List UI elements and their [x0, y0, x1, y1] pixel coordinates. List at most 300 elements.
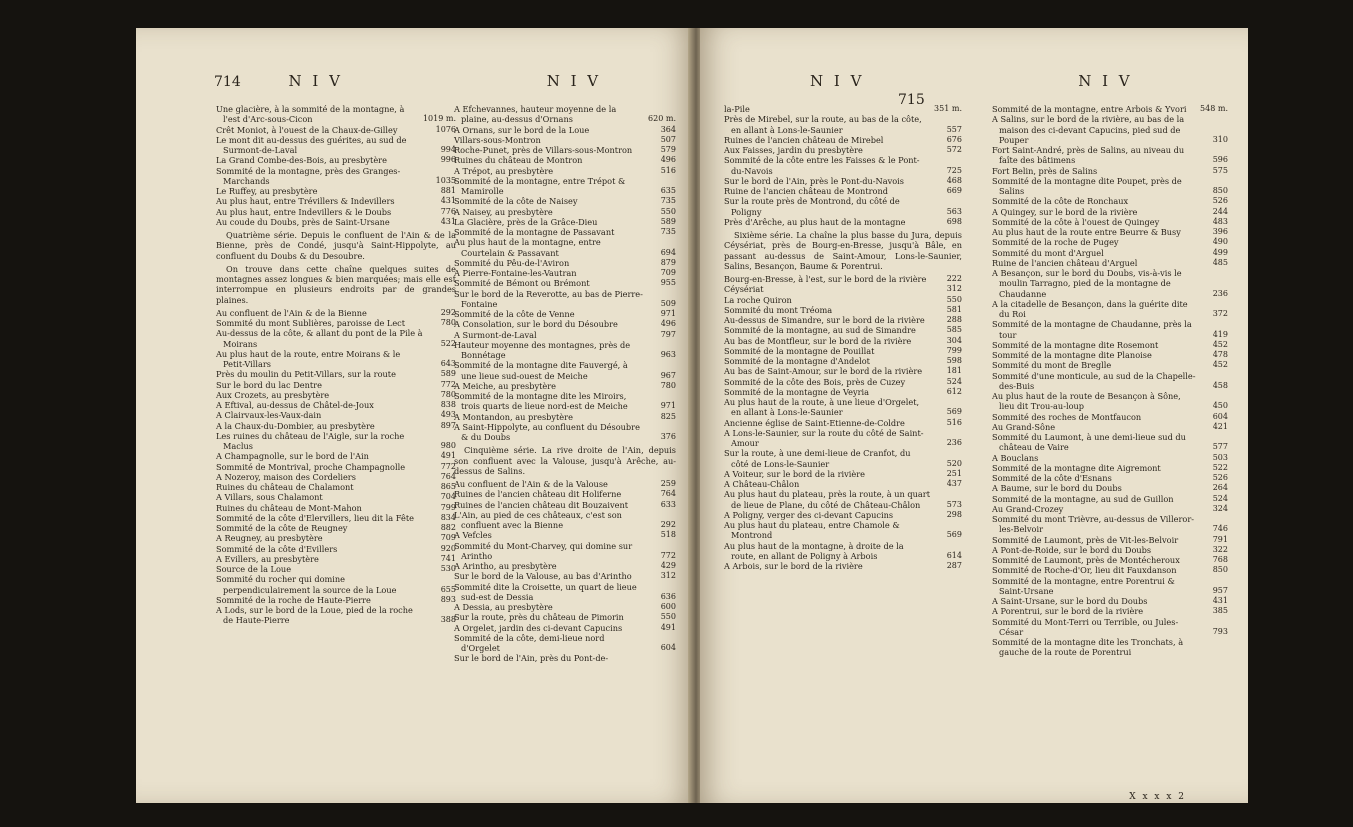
altitude-entry	[724, 346, 962, 356]
location-name: A Saint-Hippolyte, au confluent du Désoubre & du Doubs	[454, 421, 640, 442]
altitude-entry	[216, 451, 456, 461]
altitude-entry	[724, 387, 962, 397]
altitude-entry	[216, 135, 456, 156]
location-name: Au plus haut de la route, entre Moirans & le Petit-Villars	[216, 348, 401, 369]
location-name: Sommité du Mont-Charvey, qui domine sur Arintho	[454, 540, 633, 561]
location-name: Sur le bord de la Valouse, au bas d'Arintho	[454, 571, 632, 582]
location-name: Au plus haut du plateau, entre Chamole & Montrond	[724, 520, 900, 541]
altitude-value: 971	[660, 401, 676, 411]
altitude-entry	[454, 176, 676, 197]
location-name: Sommité de Roche-d'Or, lieu dit Fauxdanson	[992, 565, 1177, 576]
altitude-entry	[992, 299, 1228, 320]
altitude-value: 604	[1212, 411, 1228, 421]
location-name: Sur le bord de la Reverotte, au bas de Pierre-Fontaine	[454, 288, 643, 309]
altitude-entry	[724, 217, 962, 227]
altitude-value: 569	[946, 407, 962, 417]
altitude-value: 388	[440, 615, 456, 625]
altitude-value: 780	[660, 380, 676, 390]
altitude-entry	[724, 510, 962, 520]
location-name: Sommité de Laumont, près de Montécheroux	[992, 555, 1180, 565]
location-name: Ruines du château de Mont-Mahon	[216, 502, 362, 513]
location-name: Sommité de Montrival, proche Champagnolle	[216, 461, 406, 472]
altitude-value: 310	[1212, 134, 1228, 144]
location-name: Sommité du Pêu-de-l'Aviron	[454, 257, 570, 268]
location-name: Sommité du Laumont, à une demi-lieue sud du château de Vaire	[992, 432, 1186, 453]
altitude-entry	[992, 114, 1228, 145]
altitude-value: 452	[1212, 360, 1228, 370]
altitude-entry	[992, 617, 1228, 638]
location-name: Au plus haut, entre Trévillers & Indevillers	[216, 196, 395, 207]
location-name: Au confluent de l'Ain & de la Valouse	[454, 479, 608, 489]
altitude-value: 437	[946, 479, 962, 488]
altitude-value: 530	[440, 564, 456, 573]
altitude-value: 490	[1212, 237, 1228, 247]
location-name: Au bas de Saint-Amour, sur le bord de la rivière	[724, 366, 923, 377]
left-header-1: N I V	[288, 72, 343, 90]
altitude-entry	[454, 330, 676, 340]
altitude-entry	[724, 186, 962, 196]
location-name: A Nozeroy, maison des Cordeliers	[216, 471, 356, 482]
altitude-entry	[454, 319, 676, 329]
altitude-entry	[992, 535, 1228, 545]
altitude-entry	[992, 432, 1228, 453]
location-name: A Château-Châlon	[724, 479, 800, 489]
location-name: Au plus haut de la montagne, entre Courtelain & Passavant	[454, 237, 601, 258]
location-name: Sommité de la côte d'Elervillers, lieu dit la Fête	[216, 512, 414, 523]
altitude-value: 550	[660, 206, 676, 216]
altitude-value: 452	[1212, 339, 1228, 349]
right-header-2: N I V	[1078, 72, 1133, 90]
altitude-entry	[454, 166, 676, 176]
altitude-value: 957	[1212, 585, 1228, 595]
location-name: Au-dessus de la côte, & allant du pont de la Pile à Moirans	[216, 328, 423, 349]
altitude-value: 772	[440, 461, 456, 471]
location-name: A la Chaux-du-Dombier, au presbytère	[216, 420, 375, 431]
location-name: Sommité du mont Tréoma	[724, 304, 833, 315]
location-name: A Voiteur, sur le bord de la rivière	[724, 468, 866, 479]
altitude-entry	[216, 595, 456, 605]
altitude-entry	[992, 555, 1228, 565]
location-name: Sur le bord du lac Dentre	[216, 379, 322, 390]
left-page-column-2	[454, 104, 676, 664]
location-name: Céysériat	[724, 284, 764, 295]
location-name: A Villars, sous Chalamont	[216, 492, 323, 503]
altitude-value: 518	[660, 530, 676, 540]
altitude-entry	[454, 155, 676, 165]
altitude-value: 596	[1212, 155, 1228, 165]
location-name: Ruines de l'ancien château dit Bouzaivent	[454, 499, 629, 510]
altitude-entry	[454, 278, 676, 288]
location-name: la-Pile	[724, 104, 750, 114]
altitude-value: 421	[1212, 421, 1228, 431]
location-name: Au Grand-Crozey	[992, 503, 1064, 514]
altitude-entry	[992, 473, 1228, 483]
location-name: Sur le bord de l'Ain, près le Pont-du-Navois	[724, 175, 904, 186]
altitude-entry	[454, 653, 676, 663]
altitude-value: 579	[660, 145, 676, 154]
altitude-value: 698	[946, 216, 962, 226]
location-name: Sommité du mont de Breglle	[992, 360, 1112, 371]
altitude-value: 764	[440, 471, 456, 481]
altitude-value: 780	[440, 389, 456, 399]
altitude-entry	[454, 479, 676, 489]
altitude-value: 575	[1212, 165, 1228, 175]
location-name: Bourg-en-Bresse, à l'est, sur le bord de la rivière	[724, 274, 927, 284]
location-name: Sur la route, à une demi-lieue de Cranfot, du côté de Lons-le-Saunier	[724, 448, 911, 469]
altitude-entry	[992, 350, 1228, 360]
altitude-value: 522	[440, 338, 456, 348]
altitude-entry	[216, 544, 456, 554]
left-page-number: 714	[214, 74, 241, 90]
altitude-entry	[724, 489, 962, 510]
altitude-entry	[454, 309, 676, 319]
location-name: Sommité de la montagne, entre Porentrui & Saint-Ursane	[992, 575, 1175, 596]
altitude-value: 709	[660, 268, 676, 277]
location-name: Les ruines du château de l'Aigle, sur la roche Maclus	[216, 430, 405, 451]
location-name: A Bouclans	[992, 452, 1039, 463]
altitude-entry	[454, 391, 676, 412]
altitude-value: 669	[946, 186, 962, 195]
altitude-entry	[724, 114, 962, 135]
altitude-entry	[454, 381, 676, 391]
altitude-entry	[992, 514, 1228, 535]
location-name: Sommité de la montagne de Passavant	[454, 227, 615, 237]
altitude-value: 181	[946, 366, 962, 376]
altitude-entry	[454, 489, 676, 499]
altitude-entry	[454, 104, 676, 125]
altitude-entry	[454, 412, 676, 422]
altitude-entry	[454, 633, 676, 654]
location-name: Sommité dite la Croisette, un quart de lieue sud-est de Dessia	[454, 581, 637, 602]
altitude-entry	[454, 268, 676, 278]
location-name: Ruines de l'ancien château de Mirebel	[724, 134, 884, 145]
altitude-entry	[454, 612, 676, 622]
altitude-value: 636	[660, 591, 676, 601]
altitude-value: 881	[440, 186, 456, 195]
altitude-entry	[724, 145, 962, 155]
altitude-entry	[216, 380, 456, 390]
altitude-value: 483	[1212, 216, 1228, 226]
left-page	[136, 28, 692, 803]
altitude-value: 746	[1212, 524, 1228, 534]
location-name: Aux Crozets, au presbytère	[216, 389, 330, 400]
altitude-value: 485	[1212, 257, 1228, 267]
altitude-entry	[992, 145, 1228, 166]
altitude-value: 589	[660, 216, 676, 226]
altitude-value: 322	[1212, 544, 1228, 554]
location-name: La Grand Combe-des-Bois, au presbytère	[216, 155, 387, 166]
altitude-entry	[216, 155, 456, 165]
location-name: Sommité de la côte à l'ouest de Quingey	[992, 216, 1160, 227]
location-name: Au plus haut de la route entre Beurre & Busy	[992, 227, 1181, 237]
altitude-entry	[216, 186, 456, 196]
altitude-value: 585	[946, 325, 962, 335]
location-name: Le mont dit au-dessus des guérites, au sud de Surmont-de-Laval	[216, 134, 407, 155]
location-name: Au plus haut de la route, à une lieue d'Orgelet, en allant à Lons-le-Saunier	[724, 397, 920, 418]
altitude-entry	[724, 135, 962, 145]
altitude-value: 776	[440, 206, 456, 216]
altitude-entry	[216, 318, 456, 328]
altitude-value: 598	[946, 356, 962, 365]
altitude-entry	[454, 196, 676, 206]
altitude-value: 920	[440, 543, 456, 553]
location-name: Source de la Loue	[216, 564, 292, 574]
altitude-value: 780	[440, 318, 456, 327]
altitude-entry	[992, 422, 1228, 432]
altitude-entry	[992, 227, 1228, 237]
altitude-entry	[454, 125, 676, 135]
location-name: Sommité de la côte de Venne	[454, 309, 575, 319]
altitude-value: 676	[946, 134, 962, 144]
altitude-entry	[216, 492, 456, 502]
left-page-column-1	[216, 104, 456, 626]
altitude-value: 236	[1212, 288, 1228, 298]
altitude-value: 850	[1212, 565, 1228, 575]
altitude-entry	[724, 315, 962, 325]
altitude-entry	[454, 500, 676, 510]
location-name: Sommité de la montagne, au sud de Simandre	[724, 325, 916, 336]
altitude-entry	[992, 176, 1228, 197]
altitude-value: 589	[440, 369, 456, 379]
altitude-entry	[216, 482, 456, 492]
location-name: Sommité d'une monticule, au sud de la Chapelle-des-Buis	[992, 370, 1196, 391]
location-name: A Evillers, au presbytère	[216, 553, 319, 564]
right-header-1: N I V	[810, 72, 865, 90]
right-page-column-2	[992, 104, 1228, 658]
altitude-entry	[454, 510, 676, 531]
altitude-entry	[454, 135, 676, 145]
altitude-value: 496	[660, 319, 676, 329]
altitude-value: 372	[1212, 309, 1228, 318]
location-name: Ruines du château de Montron	[454, 155, 583, 166]
location-name: Sommité de la montagne d'Andelot	[724, 356, 870, 366]
altitude-entry	[454, 258, 676, 268]
location-name: Sommité de la roche de Haute-Pierre	[216, 594, 371, 605]
altitude-value: 222	[946, 274, 962, 283]
altitude-value: 577	[1212, 442, 1228, 452]
altitude-entry	[992, 565, 1228, 575]
location-name: Sommité de la côte des Bois, près de Cuzey	[724, 376, 906, 387]
altitude-entry	[454, 602, 676, 612]
location-name: Ruine de l'ancien château d'Arguel	[992, 257, 1138, 268]
location-name: Ancienne église de Saint-Etienne-de-Coldre	[724, 417, 905, 428]
location-name: A Dessia, au presbytère	[454, 602, 553, 612]
altitude-value: 364	[660, 124, 676, 134]
altitude-entry	[216, 574, 456, 595]
location-name: A Efchevannes, hauteur moyenne de la plaine, au-dessus d'Ornans	[454, 104, 617, 125]
altitude-value: 557	[946, 124, 962, 134]
altitude-value: 516	[946, 417, 962, 427]
location-name: Ruine de l'ancien château de Montrond	[724, 186, 888, 196]
altitude-value: 735	[660, 227, 676, 236]
altitude-entry	[454, 530, 676, 540]
altitude-entry	[992, 268, 1228, 299]
signature-mark: X x x x 2	[1129, 792, 1186, 802]
altitude-value: 569	[946, 530, 962, 540]
altitude-value: 396	[1212, 227, 1228, 236]
altitude-entry	[724, 196, 962, 217]
location-name: A Ornans, sur le bord de la Loue	[454, 124, 590, 135]
altitude-entry	[454, 237, 676, 258]
location-name: Sommité du mont Trièvre, au-dessus de Villeror-les-Belvoir	[992, 514, 1194, 535]
altitude-value: 581	[946, 304, 962, 314]
altitude-value: 491	[440, 451, 456, 461]
altitude-entry	[454, 623, 676, 633]
location-name: A Montandon, au presbytère	[454, 411, 573, 422]
altitude-entry	[454, 582, 676, 603]
altitude-value: 431	[1212, 596, 1228, 605]
location-name: A Baume, sur le bord du Doubs	[992, 483, 1122, 494]
location-name: Sommité du mont Sublières, paroisse de Lect	[216, 318, 406, 328]
altitude-value: 292	[440, 307, 456, 317]
altitude-value: 550	[946, 294, 962, 304]
altitude-entry	[992, 596, 1228, 606]
altitude-value: 600	[660, 602, 676, 611]
location-name: A Eftival, au-dessus de Châtel-de-Joux	[216, 400, 374, 410]
location-name: A Meiche, au presbytère	[454, 380, 556, 391]
altitude-entry	[992, 576, 1228, 597]
series-paragraph: Cinquième série. La rive droite de l'Ain, depuis son confluent avec la Valouse, jusqu'à Arêche, au-dessus de Salins.	[454, 445, 676, 476]
altitude-value: 503	[1212, 452, 1228, 462]
location-name: Sommité de la montagne dite Planoise	[992, 350, 1152, 360]
location-name: Sommité de la montagne dite Poupet, près de Salins	[992, 175, 1182, 196]
altitude-value: 429	[660, 561, 676, 570]
location-name: A la citadelle de Besançon, dans la guérite dite du Roi	[992, 298, 1188, 319]
altitude-entry	[992, 196, 1228, 206]
altitude-entry	[454, 289, 676, 310]
altitude-entry	[724, 274, 962, 284]
altitude-entry	[216, 104, 456, 125]
altitude-value: 1019 m.	[422, 114, 456, 124]
altitude-entry	[724, 397, 962, 418]
location-name: Le Ruffey, au presbytère	[216, 186, 318, 196]
altitude-entry	[454, 217, 676, 227]
altitude-entry	[216, 196, 456, 206]
location-name: Au-dessus de Simandre, sur le bord de la rivière	[724, 315, 925, 325]
altitude-entry	[992, 104, 1228, 114]
altitude-entry	[724, 295, 962, 305]
location-name: Au bas de Montfleur, sur le bord de la rivière	[724, 335, 912, 346]
location-name: Au plus haut de la route de Besançon à Sône, lieu dit Trou-au-loup	[992, 391, 1181, 412]
location-name: Sommité de la côte de Ronchaux	[992, 196, 1129, 207]
altitude-value: 431	[440, 216, 456, 226]
altitude-value: 725	[946, 165, 962, 175]
altitude-value: 572	[946, 145, 962, 154]
altitude-value: 244	[1212, 206, 1228, 216]
location-name: Au plus haut du plateau, près la route, à un quart de lieue de Plane, du côté de Château-Châlon	[724, 489, 930, 510]
altitude-entry	[216, 605, 456, 626]
location-name: Sur la route, près du château de Pimorin	[454, 612, 624, 623]
altitude-value: 450	[1212, 401, 1228, 411]
series-paragraph: On trouve dans cette chaîne quelques suites de montagnes assez longues & bien marquées; mais elle est interrompue en plusieurs endroits par de grandes plaines.	[216, 263, 456, 305]
location-name: Au confluent de l'Ain & de la Bienne	[216, 307, 367, 318]
location-name: Crêt Moniot, à l'ouest de la Chaux-de-Gilley	[216, 124, 398, 135]
altitude-value: 264	[1212, 483, 1228, 493]
location-name: A Arbois, sur le bord de la rivière	[724, 561, 863, 571]
location-name: Sommité de la côte, demi-lieue nord d'Orgelet	[454, 632, 605, 653]
altitude-value: 509	[660, 298, 676, 308]
location-name: Au plus haut, entre Indevillers & le Doubs	[216, 206, 392, 217]
altitude-value: 772	[660, 550, 676, 560]
location-name: Sommité de la montagne, au sud de Guillon	[992, 493, 1174, 504]
altitude-value: 604	[660, 643, 676, 652]
altitude-entry	[724, 104, 962, 114]
location-name: Au coude du Doubs, près de Saint-Ursane	[216, 216, 390, 227]
left-page-header	[214, 72, 601, 90]
location-name: Sommité des roches de Montfaucon	[992, 411, 1142, 422]
altitude-value: 522	[1212, 462, 1228, 472]
altitude-entry	[724, 356, 962, 366]
altitude-entry	[216, 349, 456, 370]
altitude-value: 468	[946, 175, 962, 185]
location-name: A Reugney, au presbytère	[216, 533, 323, 544]
altitude-value: 897	[440, 420, 456, 430]
location-name: Fort Belin, près de Salins	[992, 165, 1098, 176]
altitude-entry	[724, 561, 962, 571]
altitude-entry	[454, 571, 676, 581]
altitude-value: 791	[1212, 534, 1228, 544]
location-name: Sommité de la montagne dite les Tronchats, à gauche de la route de Porentrui	[992, 637, 1184, 658]
altitude-entry	[216, 421, 456, 431]
altitude-entry	[992, 248, 1228, 258]
location-name: La roche Quiron	[724, 294, 792, 305]
location-name: Sommité de la montagne, entre Arbois & Yvori	[992, 104, 1187, 114]
series-paragraph: Sixième série. La chaîne la plus basse du Jura, depuis Céysériat, près de Bourg-en-Bresse, jusqu'à Bâle, en passant au-dessus de Saint-Amour, Lons-le-Saunier, Salins, Besançon, Baume & Porentrui.	[724, 230, 962, 271]
altitude-entry	[992, 360, 1228, 370]
altitude-value: 996	[440, 155, 456, 165]
location-name: A Quingey, sur le bord de la rivière	[992, 206, 1138, 217]
altitude-value: 967	[660, 370, 676, 380]
altitude-value: 793	[1212, 626, 1228, 636]
altitude-entry	[454, 340, 676, 361]
location-name: Sommité de la montagne de Pouillat	[724, 345, 875, 356]
location-name: Sommité de la côte d'Evillers	[216, 543, 338, 554]
altitude-value: 620 m.	[648, 114, 676, 124]
altitude-entry	[216, 503, 456, 513]
location-name: Aux Faisses, jardin du presbytère	[724, 145, 863, 155]
location-name: A Naisey, au presbytère	[454, 206, 553, 217]
altitude-entry	[992, 637, 1228, 658]
location-name: Sommité de la côte d'Esnans	[992, 473, 1112, 483]
altitude-entry	[992, 494, 1228, 504]
altitude-entry	[454, 422, 676, 443]
location-name: Sommité de Bémont ou Brémont	[454, 278, 590, 289]
altitude-value: 799	[440, 502, 456, 512]
altitude-value: 304	[946, 335, 962, 345]
altitude-entry	[992, 606, 1228, 616]
altitude-entry	[216, 472, 456, 482]
altitude-entry	[992, 340, 1228, 350]
altitude-value: 850	[1212, 186, 1228, 195]
altitude-value: 799	[946, 345, 962, 355]
altitude-value: 496	[660, 155, 676, 165]
location-name: Près du moulin du Petit-Villars, sur la route	[216, 369, 396, 380]
altitude-entry	[216, 328, 456, 349]
altitude-value: 236	[946, 438, 962, 447]
altitude-value: 526	[1212, 196, 1228, 206]
altitude-value: 524	[1212, 493, 1228, 503]
right-page-number: 715	[898, 92, 925, 108]
location-name: A Poligny, verger des ci-devant Capucins	[724, 509, 894, 520]
left-header-2: N I V	[546, 72, 602, 90]
altitude-value: 612	[946, 386, 962, 396]
location-name: Sommité de la côte de Reugney	[216, 523, 348, 533]
location-name: Près de Mirebel, sur la route, au bas de la côte, en allant à Lons-le-Saunier	[724, 114, 922, 135]
altitude-value: 963	[660, 350, 676, 359]
altitude-entry	[724, 176, 962, 186]
altitude-value: 772	[440, 379, 456, 389]
altitude-value: 499	[1212, 247, 1228, 257]
